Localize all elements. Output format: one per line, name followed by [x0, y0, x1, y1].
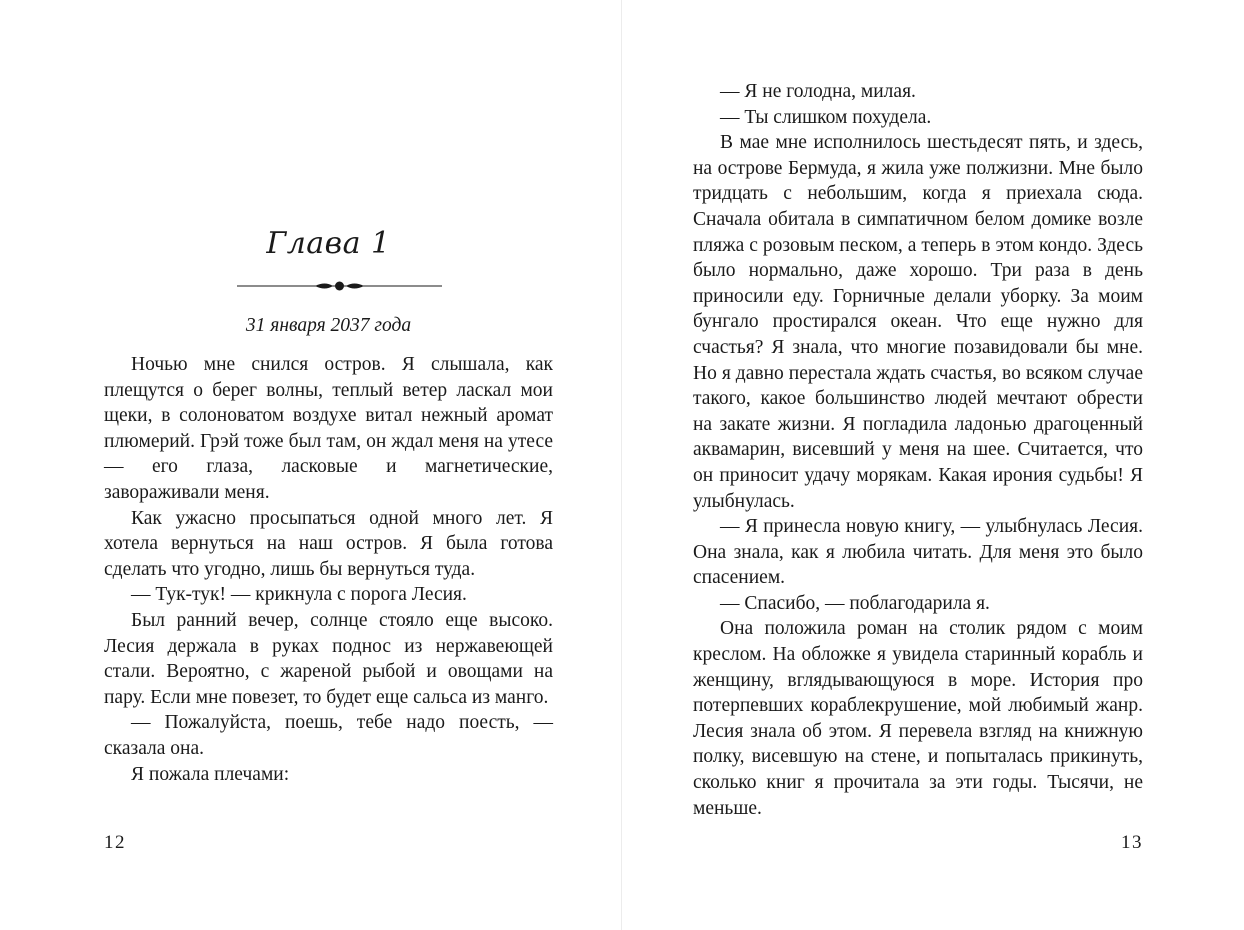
paragraph: — Тук-тук! — крикнула с порога Лесия.	[131, 584, 467, 606]
page-number-left: 12	[104, 832, 126, 853]
chapter-title: Глава 1	[266, 226, 391, 261]
left-page	[0, 0, 621, 930]
paragraph: Она положила роман на столик рядом с моим креслом. На обложке я увидела старинный корабль и женщину, вглядывающуюся в море. История про потерпевших кораблекрушение, мой любимый жанр. Лесия знала об этом. Я перевела взгляд на книжную полку, висевшую на стене, и попыталась прикинуть, сколько книг я прочитала за эти годы. Тысячи, не меньше.	[693, 618, 1143, 819]
paragraph: Как ужасно просыпаться одной много лет. Я хотела вернуться на наш остров. Я была готова сделать что угодно, лишь бы вернуться туда.	[104, 507, 553, 580]
chapter-date: 31 января 2037 года	[245, 315, 412, 336]
right-page	[622, 0, 1244, 930]
left-page-body	[104, 352, 553, 787]
paragraph: — Я не голодна, милая.	[720, 81, 916, 102]
paragraph: — Я принесла новую книгу, — улыбнулась Лесия. Она знала, как я любила читать. Для меня это было спасением.	[693, 516, 1143, 589]
page-number-right: 13	[1121, 832, 1143, 853]
paragraph: — Спасибо, — поблагодарила я.	[720, 592, 990, 614]
paragraph: В мае мне исполнилось шестьдесят пять, и здесь, на острове Бермуда, я жила уже полжизни. Мне было тридцать с небольшим, когда я приехала сюда. Сначала обитала в симпатичном белом домике возле пляжа с розовым песком, а теперь в этом кондо. Здесь было нормально, даже хорошо. Три раза в день приносили еду. Горничные делали уборку. За моим бунгало простирался океан. Что еще нужно для счастья? Я знала, что многие позавидовали бы мне. Но я давно перестала ждать счастья, во всяком случае такого, какое большинство людей мечтают обрести на закате жизни. Я погладила ладонью драгоценный аквамарин, висевший у меня на шее. Считается, что он приносит удачу морякам. Какая ирония судьбы! Я улыбнулась.	[693, 132, 1143, 512]
paragraph: Ночью мне снился остров. Я слышала, как плещутся о берег волны, теплый ветер ласкал мои щеки, в солоноватом воздухе витал нежный аромат плюмерий. Грэй тоже был там, он ждал меня на утесе — его глаза, ласковые и магнетические, завораживали меня.	[104, 354, 553, 503]
paragraph: — Пожалуйста, поешь, тебе надо поесть, — сказала она.	[104, 712, 553, 759]
paragraph: Я пожала плечами:	[131, 763, 290, 785]
paragraph: — Ты слишком похудела.	[720, 106, 932, 128]
paragraph: Был ранний вечер, солнце стояло еще высоко. Лесия держала в руках поднос из нержавеющей стали. Вероятно, с жареной рыбой и овощами на пару. Если мне повезет, то будет еще сальса из манго.	[104, 609, 553, 708]
right-page-body	[693, 79, 1143, 821]
chapter-ornament	[237, 276, 442, 296]
